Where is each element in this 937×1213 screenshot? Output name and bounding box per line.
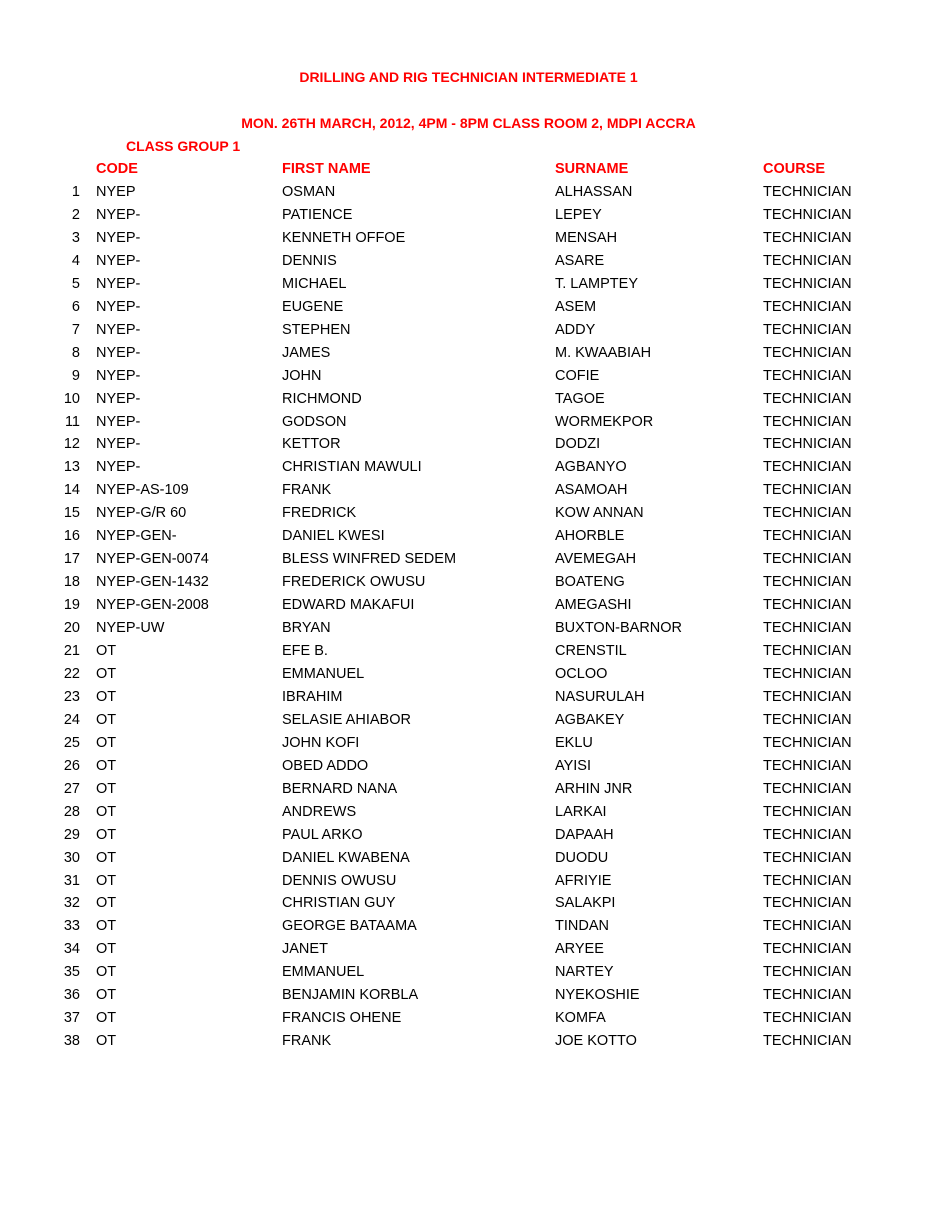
surname-cell: ALHASSAN [555, 184, 633, 200]
surname-cell: AMEGASHI [555, 597, 632, 614]
course-cell: TECHNICIAN [763, 780, 852, 797]
first-name-cell: FRANK [282, 1033, 332, 1050]
course-cell: TECHNICIAN [763, 803, 852, 820]
surname-cell: OCLOO [555, 666, 608, 682]
code-cell: OT [96, 872, 117, 889]
row-number: 13 [63, 459, 80, 476]
first-name-cell: ANDREWS [282, 803, 357, 820]
table-row [0, 525, 937, 548]
surname-cell: BUXTON-BARNOR [555, 620, 683, 636]
course-cell: TECHNICIAN [763, 344, 852, 361]
first-name-cell: EUGENE [282, 298, 344, 315]
first-name-cell: PAUL ARKO [282, 826, 363, 843]
table-row [0, 433, 937, 456]
course-cell: TECHNICIAN [763, 826, 852, 843]
surname-cell: LEPEY [555, 206, 602, 223]
code-cell: OT [96, 734, 117, 751]
first-name-cell: BRYAN [282, 620, 331, 636]
course-cell: TECHNICIAN [763, 459, 852, 476]
row-number: 8 [71, 344, 80, 361]
row-number: 32 [63, 895, 80, 912]
first-name-cell: JOHN [282, 367, 322, 384]
table-row [0, 617, 937, 640]
first-name-cell: IBRAHIM [282, 688, 343, 705]
row-number: 23 [63, 688, 80, 705]
course-cell: TECHNICIAN [763, 918, 852, 935]
first-name-cell: EMMANUEL [282, 964, 365, 981]
surname-cell: BOATENG [555, 574, 625, 591]
course-cell: TECHNICIAN [763, 620, 852, 636]
code-cell: NYEP-GEN-2008 [96, 597, 209, 614]
table-row [0, 456, 937, 479]
course-cell: TECHNICIAN [763, 505, 852, 522]
code-cell: NYEP- [96, 344, 141, 361]
row-number: 17 [63, 551, 80, 568]
code-cell: NYEP-GEN-0074 [96, 551, 209, 568]
row-number: 3 [71, 229, 80, 246]
surname-cell: SALAKPI [555, 895, 616, 912]
code-cell: OT [96, 964, 117, 981]
table-row [0, 1030, 937, 1053]
code-cell: NYEP-UW [96, 620, 165, 636]
first-name-cell: DANIEL KWABENA [282, 849, 410, 866]
course-cell: TECHNICIAN [763, 941, 852, 958]
surname-cell: T. LAMPTEY [555, 275, 638, 292]
row-number: 14 [63, 482, 80, 499]
first-name-cell: JOHN KOFI [282, 734, 360, 751]
first-name-cell: JAMES [282, 344, 331, 361]
surname-cell: AGBANYO [555, 459, 627, 476]
first-name-cell: GODSON [282, 413, 347, 430]
course-cell: TECHNICIAN [763, 574, 852, 591]
first-name-cell: EDWARD MAKAFUI [282, 597, 415, 614]
table-row [0, 571, 937, 594]
course-cell: TECHNICIAN [763, 184, 852, 200]
course-cell: TECHNICIAN [763, 413, 852, 430]
first-name-cell: RICHMOND [282, 390, 362, 407]
table-row [0, 640, 937, 663]
code-cell: OT [96, 780, 117, 797]
code-cell: OT [96, 688, 117, 705]
surname-cell: ASAMOAH [555, 482, 628, 499]
surname-cell: ADDY [555, 321, 596, 338]
course-cell: TECHNICIAN [763, 206, 852, 223]
document-subtitle: MON. 26TH MARCH, 2012, 4PM - 8PM CLASS ROOM 2, MDPI ACCRA [241, 115, 696, 131]
surname-cell: MENSAH [555, 229, 618, 246]
surname-cell: DAPAAH [555, 826, 614, 843]
code-cell: NYEP- [96, 298, 141, 315]
row-number: 1 [71, 184, 80, 200]
surname-cell: AYISI [555, 757, 591, 774]
table-row [0, 686, 937, 709]
surname-cell: TAGOE [555, 390, 605, 407]
course-cell: TECHNICIAN [763, 964, 852, 981]
first-name-cell: OSMAN [282, 184, 336, 200]
course-cell: TECHNICIAN [763, 1033, 852, 1050]
code-cell: NYEP-AS-109 [96, 482, 189, 499]
table-row [0, 548, 937, 571]
table-row [0, 181, 937, 204]
row-number: 16 [63, 528, 80, 545]
table-row [0, 227, 937, 250]
code-cell: OT [96, 895, 117, 912]
course-cell: TECHNICIAN [763, 252, 852, 269]
first-name-cell: STEPHEN [282, 321, 351, 338]
code-cell: NYEP-G/R 60 [96, 505, 187, 522]
surname-cell: NARTEY [555, 964, 614, 981]
course-cell: TECHNICIAN [763, 872, 852, 889]
surname-cell: ASARE [555, 252, 605, 269]
row-number: 15 [63, 505, 80, 522]
code-cell: OT [96, 711, 117, 728]
surname-cell: EKLU [555, 734, 593, 751]
table-row [0, 847, 937, 870]
first-name-cell: BLESS WINFRED SEDEM [282, 551, 457, 568]
first-name-cell: OBED ADDO [282, 757, 369, 774]
table-row [0, 755, 937, 778]
first-name-cell: BENJAMIN KORBLA [282, 987, 419, 1004]
row-number: 10 [63, 390, 80, 407]
table-row [0, 204, 937, 227]
document-title: DRILLING AND RIG TECHNICIAN INTERMEDIATE 1 [299, 69, 638, 85]
table-row [0, 388, 937, 411]
surname-cell: AVEMEGAH [555, 551, 637, 568]
course-cell: TECHNICIAN [763, 390, 852, 407]
table-row [0, 824, 937, 847]
code-cell: OT [96, 918, 117, 935]
table-row [0, 961, 937, 984]
surname-cell: LARKAI [555, 803, 607, 820]
surname-cell: NYEKOSHIE [555, 987, 640, 1004]
course-cell: TECHNICIAN [763, 643, 852, 659]
first-name-cell: FREDERICK OWUSU [282, 574, 426, 591]
row-number: 36 [63, 987, 80, 1004]
course-cell: TECHNICIAN [763, 688, 852, 705]
surname-cell: DODZI [555, 436, 601, 453]
first-name-cell: MICHAEL [282, 275, 347, 292]
course-cell: TECHNICIAN [763, 551, 852, 568]
course-cell: TECHNICIAN [763, 275, 852, 292]
row-number: 26 [63, 757, 80, 774]
surname-cell: CRENSTIL [555, 643, 627, 659]
first-name-cell: FREDRICK [282, 505, 357, 522]
course-cell: TECHNICIAN [763, 1010, 852, 1027]
first-name-cell: EFE B. [282, 643, 328, 659]
table-row [0, 801, 937, 824]
surname-cell: COFIE [555, 367, 600, 384]
table-row [0, 938, 937, 961]
table-row [0, 502, 937, 525]
header-course: COURSE [763, 161, 826, 177]
first-name-cell: CHRISTIAN MAWULI [282, 459, 422, 476]
code-cell: NYEP- [96, 252, 141, 269]
course-cell: TECHNICIAN [763, 757, 852, 774]
course-cell: TECHNICIAN [763, 987, 852, 1004]
surname-cell: AHORBLE [555, 528, 625, 545]
first-name-cell: CHRISTIAN GUY [282, 895, 396, 912]
code-cell: OT [96, 643, 117, 659]
header-code: CODE [96, 161, 138, 177]
first-name-cell: GEORGE BATAAMA [282, 918, 417, 935]
course-cell: TECHNICIAN [763, 229, 852, 246]
course-cell: TECHNICIAN [763, 482, 852, 499]
row-number: 38 [63, 1033, 80, 1050]
row-number: 21 [63, 643, 80, 659]
row-number: 27 [63, 780, 80, 797]
first-name-cell: PATIENCE [282, 206, 353, 223]
course-cell: TECHNICIAN [763, 711, 852, 728]
code-cell: OT [96, 849, 117, 866]
table-row [0, 732, 937, 755]
code-cell: NYEP- [96, 206, 141, 223]
first-name-cell: DENNIS [282, 252, 337, 269]
first-name-cell: FRANCIS OHENE [282, 1010, 402, 1027]
row-number: 34 [63, 941, 80, 958]
course-cell: TECHNICIAN [763, 666, 852, 682]
code-cell: OT [96, 1010, 117, 1027]
code-cell: OT [96, 941, 117, 958]
table-row [0, 1007, 937, 1030]
course-cell: TECHNICIAN [763, 321, 852, 338]
surname-cell: ASEM [555, 298, 597, 315]
table-row [0, 984, 937, 1007]
row-number: 24 [63, 711, 80, 728]
surname-cell: KOMFA [555, 1010, 606, 1027]
code-cell: NYEP- [96, 367, 141, 384]
table-row [0, 892, 937, 915]
table-row [0, 870, 937, 893]
table-row [0, 250, 937, 273]
table-row [0, 709, 937, 732]
row-number: 18 [63, 574, 80, 591]
code-cell: NYEP-GEN-1432 [96, 574, 209, 591]
row-number: 37 [63, 1010, 80, 1027]
table-row [0, 273, 937, 296]
row-number: 30 [63, 849, 80, 866]
course-cell: TECHNICIAN [763, 298, 852, 315]
surname-cell: ARYEE [555, 941, 604, 958]
table-row [0, 411, 937, 434]
code-cell: NYEP- [96, 436, 141, 453]
surname-cell: TINDAN [555, 918, 609, 935]
surname-cell: WORMEKPOR [555, 413, 654, 430]
code-cell: OT [96, 1033, 117, 1050]
code-cell: OT [96, 803, 117, 820]
table-row [0, 594, 937, 617]
row-number: 28 [63, 803, 80, 820]
surname-cell: NASURULAH [555, 688, 645, 705]
table-row [0, 479, 937, 502]
course-cell: TECHNICIAN [763, 849, 852, 866]
row-number: 7 [71, 321, 80, 338]
code-cell: NYEP- [96, 229, 141, 246]
table-row [0, 365, 937, 388]
table-row [0, 296, 937, 319]
code-cell: OT [96, 987, 117, 1004]
row-number: 33 [63, 918, 80, 935]
course-cell: TECHNICIAN [763, 597, 852, 614]
code-cell: OT [96, 757, 117, 774]
row-number: 35 [63, 964, 80, 981]
table-row [0, 342, 937, 365]
class-group-label: CLASS GROUP 1 [126, 138, 241, 154]
row-number: 22 [63, 666, 80, 682]
code-cell: OT [96, 826, 117, 843]
first-name-cell: KENNETH OFFOE [282, 229, 406, 246]
row-number: 12 [63, 436, 80, 453]
surname-cell: KOW ANNAN [555, 505, 644, 522]
row-number: 25 [63, 734, 80, 751]
table-row [0, 778, 937, 801]
course-cell: TECHNICIAN [763, 528, 852, 545]
first-name-cell: EMMANUEL [282, 666, 365, 682]
course-cell: TECHNICIAN [763, 367, 852, 384]
surname-cell: M. KWAABIAH [555, 344, 652, 361]
row-number: 2 [71, 206, 80, 223]
code-cell: NYEP- [96, 459, 141, 476]
table-row [0, 915, 937, 938]
first-name-cell: SELASIE AHIABOR [282, 711, 411, 728]
first-name-cell: DENNIS OWUSU [282, 872, 397, 889]
course-cell: TECHNICIAN [763, 895, 852, 912]
surname-cell: JOE KOTTO [555, 1033, 637, 1050]
row-number: 4 [71, 252, 80, 269]
code-cell: OT [96, 666, 117, 682]
code-cell: NYEP- [96, 413, 141, 430]
header-first-name: FIRST NAME [282, 161, 371, 177]
table-row [0, 663, 937, 686]
row-number: 5 [71, 275, 80, 292]
code-cell: NYEP-GEN- [96, 528, 177, 545]
row-number: 20 [63, 620, 80, 636]
row-number: 29 [63, 826, 80, 843]
row-number: 31 [63, 872, 80, 889]
header-surname: SURNAME [555, 161, 629, 177]
surname-cell: ARHIN JNR [555, 780, 633, 797]
row-number: 9 [71, 367, 80, 384]
code-cell: NYEP [96, 184, 136, 200]
course-cell: TECHNICIAN [763, 436, 852, 453]
table-row [0, 319, 937, 342]
table-header-row [0, 158, 937, 181]
first-name-cell: FRANK [282, 482, 332, 499]
code-cell: NYEP- [96, 390, 141, 407]
first-name-cell: DANIEL KWESI [282, 528, 385, 545]
row-number: 19 [63, 597, 80, 614]
code-cell: NYEP- [96, 275, 141, 292]
row-number: 11 [64, 413, 80, 430]
first-name-cell: KETTOR [282, 436, 341, 453]
code-cell: NYEP- [96, 321, 141, 338]
surname-cell: AFRIYIE [555, 872, 612, 889]
course-cell: TECHNICIAN [763, 734, 852, 751]
surname-cell: AGBAKEY [555, 711, 625, 728]
first-name-cell: BERNARD NANA [282, 780, 398, 797]
row-number: 6 [71, 298, 80, 315]
surname-cell: DUODU [555, 849, 609, 866]
first-name-cell: JANET [282, 941, 328, 958]
